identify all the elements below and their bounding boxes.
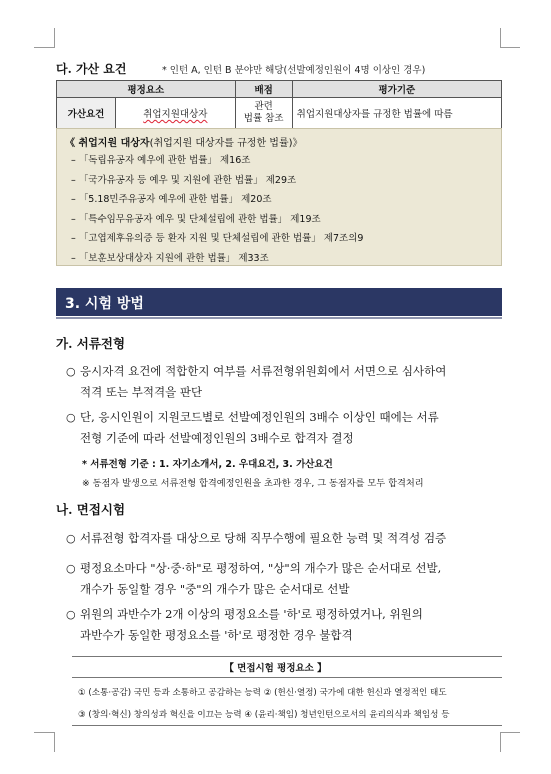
header-score: 배점 (235, 81, 292, 98)
sub-na-title: 나. 면접시험 (56, 502, 126, 517)
na-bullet-2-line1: 평정요소마다 "상·중·하"로 평정하여, "상"의 개수가 많은 순서대로 선발, (80, 561, 442, 575)
tie-note: ※ 동점자 발생으로 서류전형 합격예정인원을 초과한 경우, 그 동점자를 모두 합격처리 (82, 478, 424, 489)
list-item: – 「특수임무유공자 예우 및 단체설립에 관한 법률」 제19조 (71, 213, 321, 225)
beneficiary-law-box (56, 128, 502, 266)
crop-mark (500, 28, 501, 48)
beneficiary-box-title (65, 134, 303, 149)
list-item: – 「고엽제후유의증 등 환자 지원 및 단체설립에 관한 법률」 제7조의9 (71, 233, 364, 244)
bullet-icon: ○ (66, 411, 76, 424)
bullet-icon: ○ (66, 608, 76, 621)
table-header-row (57, 81, 502, 98)
header-criteria: 평가기준 (292, 81, 501, 98)
crop-mark (34, 47, 54, 48)
interview-eval-title: 【 면접시험 평정요소 】 (224, 663, 327, 674)
crop-mark (34, 732, 54, 733)
eval-row-1: ① (소통·공감) 국민 등과 소통하고 공감하는 능력 ② (헌신·열정) 국가에 대한 헌신과 열정적인 태도 (78, 688, 447, 698)
section-da-note: * 인턴 A, 인턴 B 분야만 해당(선발예정인원이 4명 이상인 경우) (162, 65, 426, 76)
crop-mark (500, 47, 520, 48)
cell-score (235, 98, 292, 129)
section-da-title: 다. 가산 요건 (56, 62, 127, 76)
bullet-icon: ○ (66, 365, 76, 378)
table-row (57, 98, 502, 129)
list-item: – 「국가유공자 등 예우 및 지원에 관한 법률」 제29조 (71, 174, 297, 186)
section-3-title: 3. 시험 방법 (65, 296, 144, 312)
cell-score-line1: 관련 (254, 101, 273, 112)
cell-criteria: 취업지원대상자를 규정한 법률에 따름 (292, 98, 501, 129)
bullet-icon: ○ (66, 532, 76, 545)
crop-mark (54, 28, 55, 48)
eval-bottom-rule (72, 725, 502, 726)
bullet-icon: ○ (66, 562, 76, 575)
ga-bullet-2-line2: 전형 기준에 따라 선발예정인원의 3배수로 합격자 결정 (80, 431, 354, 445)
crop-mark (500, 732, 520, 733)
crop-mark (500, 732, 501, 752)
ga-bullet-1-line1: 응시자격 요건에 적합한지 여부를 서류전형위원회에서 서면으로 심사하여 (80, 364, 447, 378)
document-screening-criteria: * 서류전형 기준 : 1. 자기소개서, 2. 우대요건, 3. 가산요건 (82, 459, 333, 470)
bonus-criteria-table (56, 80, 502, 129)
na-bullet-3-line2: 과반수가 동일한 평정요소를 '하'로 평정한 경우 불합격 (80, 628, 353, 642)
law-list (71, 151, 363, 268)
beneficiary-box-title-rest: (취업지원 대상자를 규정한 법률)》 (149, 138, 303, 149)
na-bullet-2-line2: 개수가 동일할 경우 "중"의 개수가 많은 순서대로 선발 (80, 582, 350, 596)
na-bullet-3-line1: 위원의 과반수가 2개 이상의 평정요소를 '하'로 평정하였거나, 위원의 (80, 607, 423, 621)
ga-bullet-1-line2: 적격 또는 부적격을 판단 (80, 385, 203, 399)
banner-divider (56, 317, 502, 319)
beneficiary-box-title-bold: 《 취업지원 대상자 (65, 138, 150, 149)
eval-mid-rule (72, 677, 502, 678)
eval-row-2: ③ (창의·혁신) 창의성과 혁신을 이끄는 능력 ④ (윤리·책임) 청년인턴으로서의 윤리의식과 책임성 등 (78, 710, 450, 720)
header-element: 평정요소 (57, 81, 236, 98)
ga-bullet-2-line1: 단, 응시인원이 지원코드별로 선발예정인원의 3배수 이상인 때에는 서류 (80, 410, 439, 424)
cell-item-text: 취업지원대상자 (143, 109, 208, 120)
list-item: – 「5.18민주유공자 예우에 관한 법률」 제20조 (71, 194, 272, 205)
crop-mark (54, 732, 55, 752)
list-item: – 「보훈보상대상자 지원에 관한 법률」 제33조 (71, 252, 269, 264)
section-3-banner (56, 288, 502, 316)
eval-top-rule (72, 656, 502, 657)
sub-ga-title: 가. 서류전형 (56, 336, 126, 351)
cell-score-line2: 법률 참조 (243, 113, 284, 124)
list-item: – 「독립유공자 예우에 관한 법률」 제16조 (71, 155, 251, 166)
cell-category: 가산요건 (57, 98, 116, 129)
na-bullet-1-line1: 서류전형 합격자를 대상으로 당해 직무수행에 필요한 능력 및 적격성 검증 (80, 531, 447, 545)
cell-item (116, 98, 236, 129)
